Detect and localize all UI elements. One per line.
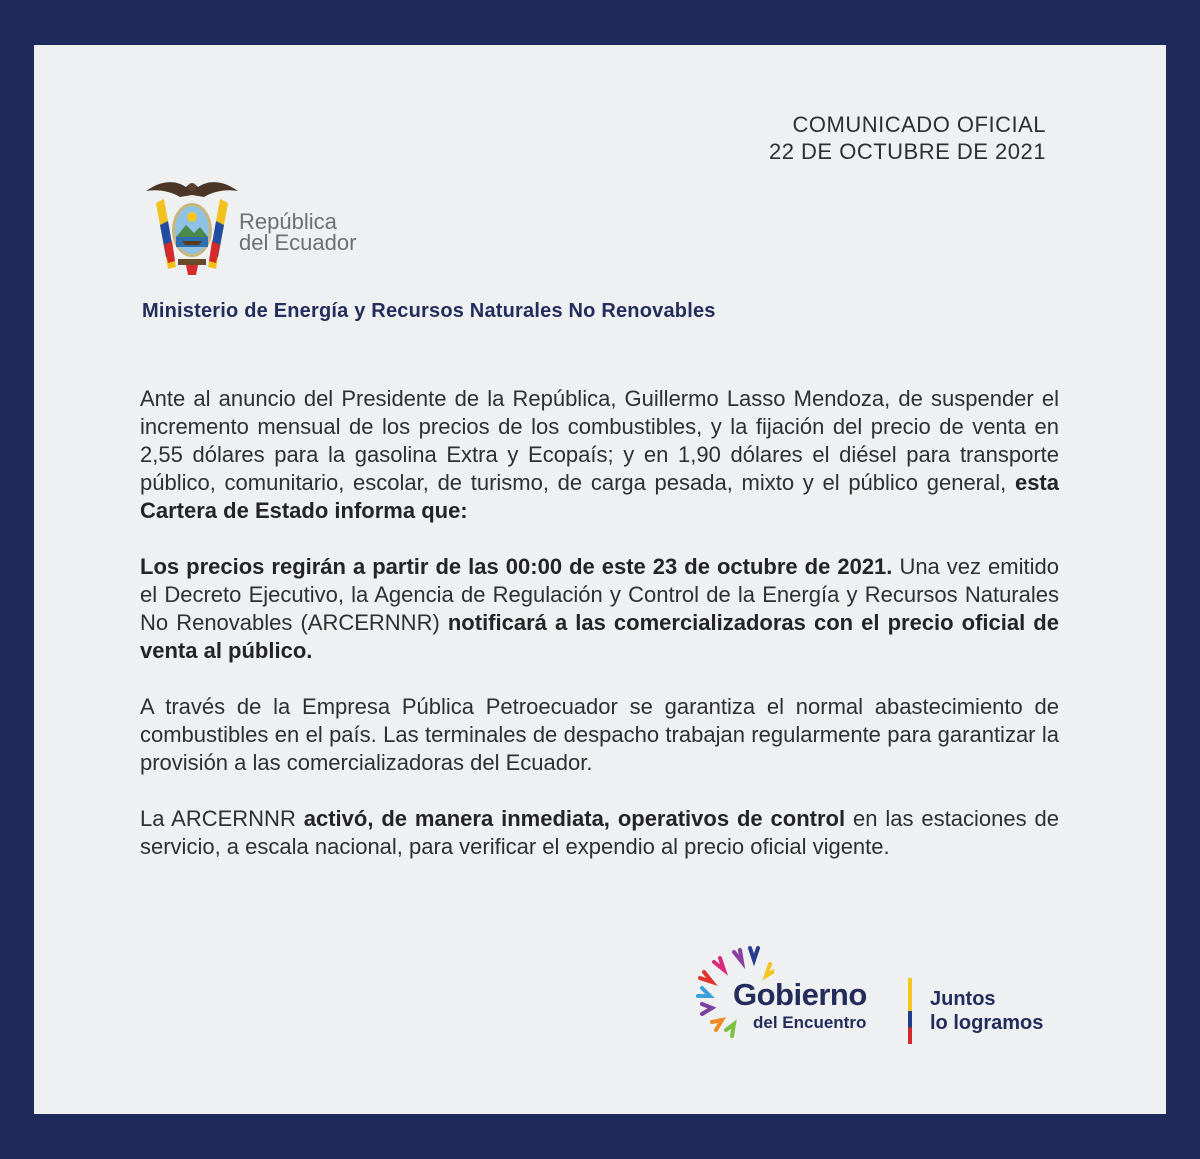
country-name-line1: República — [239, 209, 337, 234]
paragraph-1-text: Ante al anuncio del Presidente de la República, Guillermo Lasso Mendoza, de suspender el incremento mensual de los precios de los combustibles, y la fijación del precio de venta en 2,55 dólares para la gasolina Extra y Ecopaís; y en 1,90 dólares el diésel para transporte público, comunitario, escolar, de turismo, de carga pesada, mixto y el público general, — [140, 386, 1059, 495]
brand-name: Gobierno — [733, 977, 867, 1012]
paragraph-4 — [140, 805, 1059, 861]
paragraph-2-bold: Los precios regirán a partir de las 00:00 de este 23 de octubre de 2021. — [140, 554, 893, 579]
slogan — [930, 987, 1043, 1035]
paragraph-3 — [140, 693, 1059, 777]
document-card — [34, 45, 1166, 1114]
paragraph-2-text: Una vez emitido el Decreto Ejecutivo, la Agencia de Regulación y Control de la Energía y Recursos Naturales No Renovables (ARCERNNR) — [140, 554, 1059, 635]
country-name-line2: del Ecuador — [239, 230, 357, 255]
paragraph-4-text-2: en las estaciones de servicio, a escala nacional, para verificar el expendio al precio oficial vigente. — [140, 806, 1059, 859]
slogan-line2: lo logramos — [930, 1012, 1044, 1034]
communique-title: COMUNICADO OFICIAL — [792, 112, 1046, 137]
paragraph-2-bold-2: notificará a las comercializadoras con el precio oficial de venta al público. — [140, 610, 1059, 663]
brand-subtitle: del Encuentro — [753, 1013, 867, 1032]
country-name — [239, 211, 356, 253]
paragraph-4-bold: activó, de manera inmediata, operativos de control — [303, 806, 846, 831]
paragraph-3-text: A través de la Empresa Pública Petroecuador se garantiza el normal abastecimiento de combustibles en el país. Las terminales de despacho trabajan regularmente para garantizar la provisión a las comercializadoras del Ecuador. — [140, 694, 1059, 775]
gobierno-del-encuentro-logo — [694, 942, 1074, 1052]
paragraph-4-text: La ARCERNNR — [140, 806, 296, 831]
paragraph-1-bold: esta Cartera de Estado informa que: — [140, 470, 1059, 523]
flag-divider — [908, 978, 912, 1044]
communique-date: 22 DE OCTUBRE DE 2021 — [768, 139, 1046, 164]
slogan-line1: Juntos — [930, 988, 996, 1010]
communique-header — [769, 111, 1046, 165]
ecuador-coat-of-arms-icon — [142, 175, 242, 277]
communique-body — [140, 385, 1059, 889]
paragraph-2 — [140, 553, 1059, 665]
paragraph-1 — [140, 385, 1059, 525]
ministry-name: Ministerio de Energía y Recursos Naturales No Renovables — [142, 300, 716, 322]
